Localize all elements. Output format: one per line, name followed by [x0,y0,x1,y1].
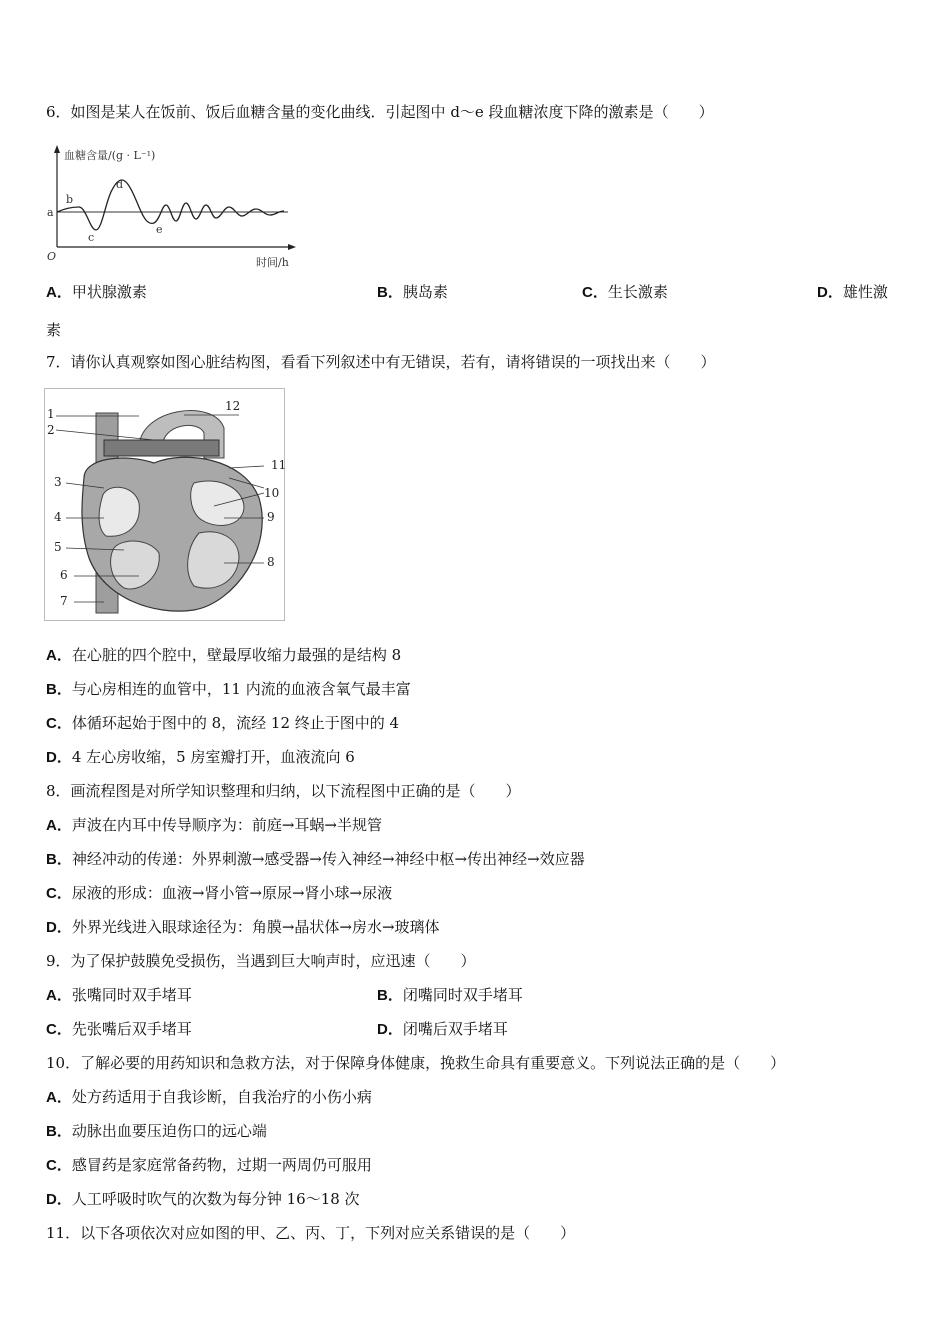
heart-label-5: 5 [54,540,62,554]
heart-label-11: 11 [271,458,287,472]
q6-stem: 6．如图是某人在饭前、饭后血糖含量的变化曲线．引起图中 d～e 段血糖浓度下降的激素是（ ） [46,103,714,121]
q10-option-d[interactable]: D．人工呼吸时吹气的次数为每分钟 16～18 次 [46,1190,360,1208]
q7-option-a[interactable]: A．在心脏的四个腔中，壁最厚收缩力最强的是结构 8 [46,646,402,664]
heart-diagram [44,388,289,623]
q7-option-b[interactable]: B．与心房相连的血管中，11 内流的血液含氧气最丰富 [46,680,411,698]
q8-option-c[interactable]: C．尿液的形成：血液→肾小管→原尿→肾小球→尿液 [46,884,393,902]
q8-option-b[interactable]: B．神经冲动的传递：外界刺激→感受器→传入神经→神经中枢→传出神经→效应器 [46,850,585,868]
heart-label-4: 4 [54,510,62,524]
chart-point-d: d [116,178,124,191]
blood-sugar-chart [44,145,304,270]
q9-stem: 9．为了保护鼓膜免受损伤，当遇到巨大响声时，应迅速（ ） [46,952,476,970]
q10-option-a[interactable]: A．处方药适用于自我诊断，自我治疗的小伤小病 [46,1088,372,1106]
chart-point-a: a [47,206,54,219]
q11-stem: 11．以下各项依次对应如图的甲、乙、丙、丁，下列对应关系错误的是（ ） [46,1224,576,1242]
heart-label-1: 1 [47,407,55,421]
q6-option-c[interactable]: C．生长激素 [582,283,668,301]
q6-option-wrap: 素 [46,321,62,339]
heart-label-7: 7 [60,594,68,608]
heart-label-6: 6 [60,568,68,582]
q8-option-d[interactable]: D．外界光线进入眼球途径为：角膜→晶状体→房水→玻璃体 [46,918,440,936]
chart-point-e: e [156,223,163,236]
q10-stem: 10．了解必要的用药知识和急救方法，对于保障身体健康，挽救生命具有重要意义。下列说法正确的是（ ） [46,1054,786,1072]
q8-option-a[interactable]: A．声波在内耳中传导顺序为：前庭→耳蜗→半规管 [46,816,382,834]
heart-label-2: 2 [47,423,55,437]
heart-label-10: 10 [264,486,280,500]
q6-option-d[interactable]: D．雄性激 [817,283,888,301]
chart-point-c: c [88,231,95,244]
q9-option-c[interactable]: C．先张嘴后双手堵耳 [46,1020,192,1038]
heart-label-12: 12 [225,399,241,413]
heart-label-9: 9 [267,510,275,524]
chart-point-b: b [66,193,74,206]
chart-y-label: 血糖含量/(g · L⁻¹) [64,149,156,162]
heart-label-3: 3 [54,475,62,489]
q10-option-b[interactable]: B．动脉出血要压迫伤口的远心端 [46,1122,267,1140]
q7-stem: 7．请你认真观察如图心脏结构图，看看下列叙述中有无错误，若有，请将错误的一项找出来（ ） [46,353,716,371]
chart-origin: O [47,250,57,263]
heart-label-8: 8 [267,555,275,569]
q8-stem: 8．画流程图是对所学知识整理和归纳，以下流程图中正确的是（ ） [46,782,521,800]
q9-option-a[interactable]: A．张嘴同时双手堵耳 [46,986,192,1004]
q7-option-c[interactable]: C．体循环起始于图中的 8，流经 12 终止于图中的 4 [46,714,400,732]
chart-x-label: 时间/h [256,256,289,269]
q10-option-c[interactable]: C．感冒药是家庭常备药物，过期一两周仍可服用 [46,1156,372,1174]
q7-option-d[interactable]: D．4 左心房收缩，5 房室瓣打开，血液流向 6 [46,748,355,766]
q9-option-b[interactable]: B．闭嘴同时双手堵耳 [377,986,523,1004]
q9-option-d[interactable]: D．闭嘴后双手堵耳 [377,1020,508,1038]
q6-option-a[interactable]: A．甲状腺激素 [46,283,147,301]
q6-option-b[interactable]: B．胰岛素 [377,283,448,301]
